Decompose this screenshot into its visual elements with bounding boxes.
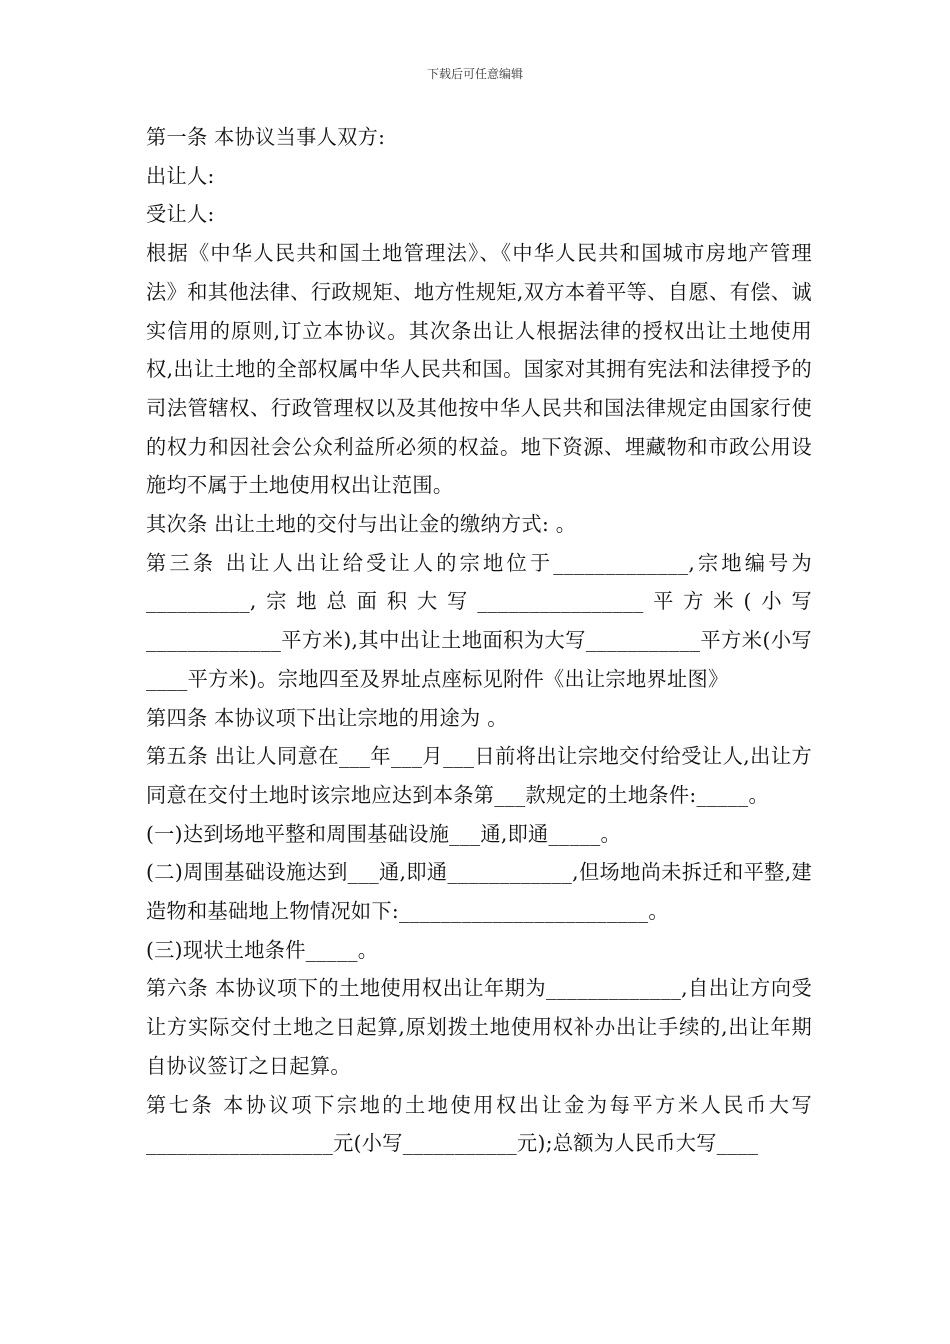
- clause-5-item-3: (三)现状土地条件_____。: [146, 937, 379, 962]
- transferor-line: 出让人:: [146, 163, 215, 188]
- clause-5-item-2: (二)周围基础设施达到___通,即通____________,但场地尚未拆迁和平整,建造物和基础地上物情况如下:________________________。: [146, 860, 812, 924]
- clause-3: 第三条 出让人出让给受让人的宗地位于_____________,宗地编号为__________,宗地总面积大写________________平方米(小写_____________平方米),其中出让土地面积为大写___________平方米(小写____平方米)。宗地四至及界址点座标见附件《出让宗地界址图》: [146, 550, 812, 691]
- header-note: 下载后可任意编辑: [426, 67, 523, 81]
- page-header: [0, 66, 950, 82]
- clause-7: 第七条 本协议项下宗地的土地使用权出让金为每平方米人民币大写__________________元(小写___________元);总额为人民币大写____: [146, 1092, 812, 1156]
- clause-2: 其次条 出让土地的交付与出让金的缴纳方式: 。: [146, 512, 577, 537]
- clause-5-item-1: (一)达到场地平整和周围基础设施___通,即通_____。: [146, 821, 621, 846]
- document-body: [146, 118, 812, 1163]
- clause-5: 第五条 出让人同意在___年___月___日前将出让宗地交付给受让人,出让方同意在交付土地时该宗地应达到本条第___款规定的土地条件:_____。: [146, 744, 812, 807]
- transferee-line: 受让人:: [146, 202, 215, 227]
- basis-paragraph: 根据《中华人民共和国土地管理法》、《中华人民共和国城市房地产管理法》和其他法律、行政规矩、地方性规矩,双方本着平等、自愿、有偿、诚实信用的原则,订立本协议。其次条出让人根据法律的授权出让土地使用权,出让土地的全部权属中华人民共和国。国家对其拥有宪法和法律授予的司法管辖权、行政管理权以及其他按中华人民共和国法律规定由国家行使的权力和因社会公众利益所必须的权益。地下资源、埋藏物和市政公用设施均不属于土地使用权出让范围。: [146, 241, 812, 498]
- clause-6: 第六条 本协议项下的土地使用权出让年期为_____________,自出让方向受让方实际交付土地之日起算,原划拨土地使用权补办出让手续的,出让年期自协议签订之日起算。: [146, 976, 812, 1078]
- clause-4: 第四条 本协议项下出让宗地的用途为 。: [146, 705, 508, 730]
- clause-1-title: 第一条 本协议当事人双方:: [146, 125, 386, 149]
